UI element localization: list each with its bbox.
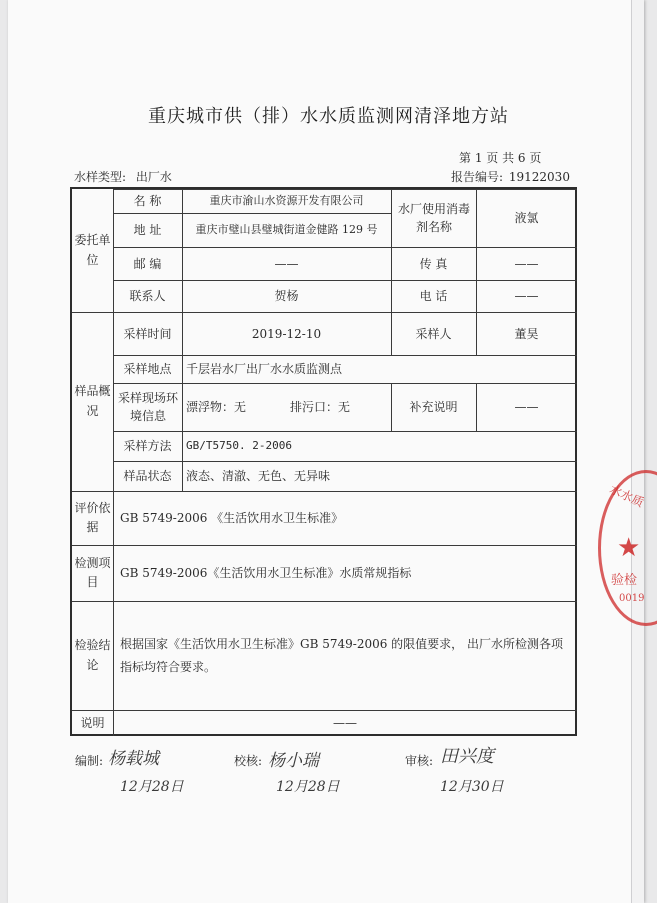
reviewed-label: 审核:	[405, 754, 434, 768]
fax-value: ——	[514, 256, 539, 271]
sampling-method-value: GB/T5750. 2-2006	[186, 438, 292, 452]
report-number-label: 报告编号:	[451, 170, 504, 184]
name-label: 名 称	[133, 194, 162, 208]
fax-label: 传 真	[419, 256, 448, 271]
sample-type	[74, 168, 172, 185]
phone-label: 电 话	[419, 289, 448, 303]
sample-type-label: 水样类型:	[74, 170, 127, 184]
page-number: 第 1 页 共 6 页	[459, 151, 542, 165]
sampling-place-label: 采样地点	[123, 362, 172, 376]
star-icon: ★	[617, 533, 641, 563]
name-value: 重庆市渝山水资源开发有限公司	[209, 193, 364, 207]
report-number-value: 19122030	[508, 170, 570, 184]
postcode-label: 邮 编	[133, 256, 162, 271]
sample-type-value: 出厂水	[135, 170, 172, 184]
test-items-label: 检测项目	[74, 555, 111, 589]
floating-matter: 漂浮物：无	[186, 400, 247, 414]
report-table	[70, 187, 577, 736]
test-items-value: GB 5749-2006《生活饮用水卫生标准》水质常规指标	[120, 566, 412, 580]
stamp-number: 0019	[619, 593, 645, 604]
environment-label: 采样现场环境信息	[117, 391, 178, 423]
address-label: 地 址	[133, 223, 162, 237]
remark-label: 说明	[80, 716, 105, 730]
sampling-time-value: 2019-12-10	[251, 326, 322, 341]
client-section-label: 委托单位	[74, 233, 111, 267]
checked-label: 校核:	[234, 754, 263, 768]
supplement-label: 补充说明	[409, 400, 458, 414]
disinfectant-label: 水厂使用消毒剂名称	[397, 202, 470, 234]
sampling-place-value: 千层岩水厂出厂水水质监测点	[186, 362, 343, 376]
contact-label: 联系人	[129, 289, 166, 303]
stamp-bottom-text: 验检	[611, 573, 638, 588]
remark-value: ——	[333, 716, 357, 730]
stamp-top-text: 水水质	[607, 481, 647, 510]
sampler-label: 采样人	[415, 326, 452, 341]
compiled-signature: 杨载城	[108, 749, 159, 769]
sampling-time-label: 采样时间	[123, 326, 172, 341]
evaluation-value: GB 5749-2006 《生活饮用水卫生标准》	[120, 511, 344, 525]
sampling-method-label: 采样方法	[123, 439, 172, 453]
checked-signature: 杨小瑞	[268, 751, 319, 771]
address-value: 重庆市璧山县璧城街道金健路 129 号	[195, 222, 378, 236]
sampler-value: 董昊	[514, 326, 539, 341]
reviewed-signature: 田兴度	[440, 746, 494, 767]
evaluation-label: 评价依据	[74, 500, 111, 534]
page-edge	[631, 0, 644, 903]
conclusion-label: 检验结论	[74, 638, 111, 672]
supplement-value: ——	[514, 400, 539, 414]
reviewed-date: 12月30日	[440, 779, 504, 795]
disinfectant-value: 液氯	[514, 211, 539, 225]
sample-state-value: 液态、清澈、无色、无异味	[186, 469, 331, 483]
compiled-label: 编制:	[75, 754, 104, 768]
sample-section-label: 样品概况	[74, 384, 111, 418]
conclusion-value: 根据国家《生活饮用水卫生标准》GB 5749-2006 的限值要求， 出厂水所检测各项指标均符合要求。	[120, 636, 563, 674]
checked-date: 12月28日	[276, 779, 340, 795]
compiled-date: 12月28日	[120, 779, 184, 795]
phone-value: ——	[514, 289, 539, 303]
sample-state-label: 样品状态	[123, 469, 172, 483]
report-title: 重庆城市供（排）水水质监测网清泽地方站	[148, 106, 509, 127]
report-number	[451, 168, 570, 185]
postcode-value: ——	[274, 256, 299, 271]
contact-value: 贺杨	[274, 289, 299, 303]
outfall: 排污口：无	[290, 400, 351, 414]
